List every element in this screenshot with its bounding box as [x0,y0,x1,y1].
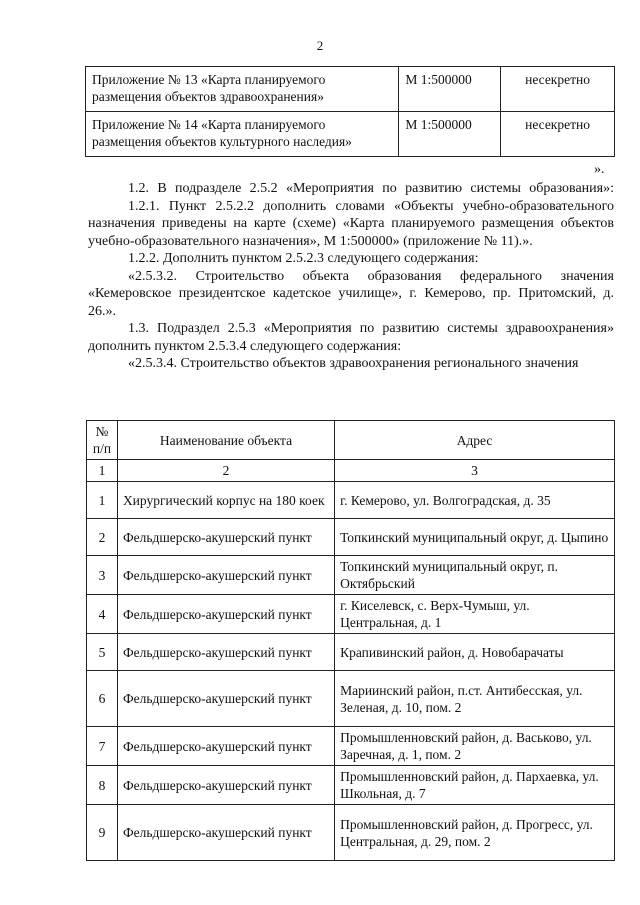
healthcare-objects-table [86,420,615,861]
paragraph: «2.5.3.4. Строительство объектов здравоохранения регионального значения [128,356,579,371]
appendix-scale: М 1:500000 [399,112,501,157]
object-name: Фельдшерско-акушерский пункт [117,727,334,766]
table-row [87,671,615,727]
appendix-table [85,66,615,157]
table-row [87,595,615,634]
table-row [87,634,615,671]
row-num: 2 [87,519,118,556]
row-num: 3 [87,556,118,595]
paragraph: «2.5.3.2. Строительство объекта образования федерального значения «Кемеровское президентское кадетское училище», г. Кемерово, пр. Притомский, д. 26.». [88,268,614,319]
page-number: 2 [316,38,324,53]
document-body [88,180,614,373]
object-address: г. Кемерово, ул. Волгоградская, д. 35 [335,482,615,519]
object-name: Фельдшерско-акушерский пункт [117,595,334,634]
object-name: Фельдшерско-акушерский пункт [117,556,334,595]
paragraph: 1.2.2. Дополнить пунктом 2.5.2.3 следующего содержания: [128,251,479,266]
appendix-title: Приложение № 13 «Карта планируемого размещения объектов здравоохранения» [86,67,399,112]
object-address: Топкинский муниципальный округ, п. Октябрьский [335,556,615,595]
appendix-secrecy: несекретно [501,67,615,112]
appendix-secrecy: несекретно [501,112,615,157]
object-address: Топкинский муниципальный округ, д. Цыпино [335,519,615,556]
closing-quote: ». [594,162,605,177]
table-row [87,556,615,595]
table-row [87,805,615,861]
object-address: г. Киселевск, с. Верх-Чумыш, ул. Центральная, д. 1 [335,595,615,634]
col-number: 2 [117,460,334,482]
row-num: 6 [87,671,118,727]
appendix-scale: М 1:500000 [399,67,501,112]
row-num: 8 [87,766,118,805]
column-numbers-row [87,460,615,482]
table-row [86,67,615,112]
table-header-row [87,421,615,460]
header-num: № п/п [87,421,118,460]
row-num: 1 [87,482,118,519]
row-num: 4 [87,595,118,634]
object-address: Промышленновский район, д. Прогресс, ул. Центральная, д. 29, пом. 2 [335,805,615,861]
object-name: Фельдшерско-акушерский пункт [117,805,334,861]
object-name: Фельдшерско-акушерский пункт [117,634,334,671]
header-address: Адрес [335,421,615,460]
object-address: Промышленновский район, д. Васьково, ул. Заречная, д. 1, пом. 2 [335,727,615,766]
table-row [87,482,615,519]
table-row [87,727,615,766]
row-num: 5 [87,634,118,671]
object-address: Промышленновский район, д. Пархаевка, ул. Школьная, д. 7 [335,766,615,805]
object-name: Хирургический корпус на 180 коек [117,482,334,519]
col-number: 1 [87,460,118,482]
paragraph: 1.2.1. Пункт 2.5.2.2 дополнить словами «Объекты учебно-образовательного назначения приведены на карте (схеме) «Карта планируемого размещения объектов учебно-образовательного назначения», М 1:500000» (приложение № 11).». [88,198,614,249]
appendix-title: Приложение № 14 «Карта планируемого размещения объектов культурного наследия» [86,112,399,157]
object-address: Мариинский район, п.ст. Антибесская, ул. Зеленая, д. 10, пом. 2 [335,671,615,727]
header-name: Наименование объекта [117,421,334,460]
row-num: 9 [87,805,118,861]
table-row [87,766,615,805]
object-address: Крапивинский район, д. Новобарачаты [335,634,615,671]
object-name: Фельдшерско-акушерский пункт [117,766,334,805]
col-number: 3 [335,460,615,482]
paragraph: 1.2. В подразделе 2.5.2 «Мероприятия по развитию системы образования»: [128,181,614,196]
table-row [87,519,615,556]
row-num: 7 [87,727,118,766]
object-name: Фельдшерско-акушерский пункт [117,671,334,727]
object-name: Фельдшерско-акушерский пункт [117,519,334,556]
table-row [86,112,615,157]
paragraph: 1.3. Подраздел 2.5.3 «Мероприятия по развитию системы здравоохранения» дополнить пунктом 2.5.3.4 следующего содержания: [88,321,614,354]
